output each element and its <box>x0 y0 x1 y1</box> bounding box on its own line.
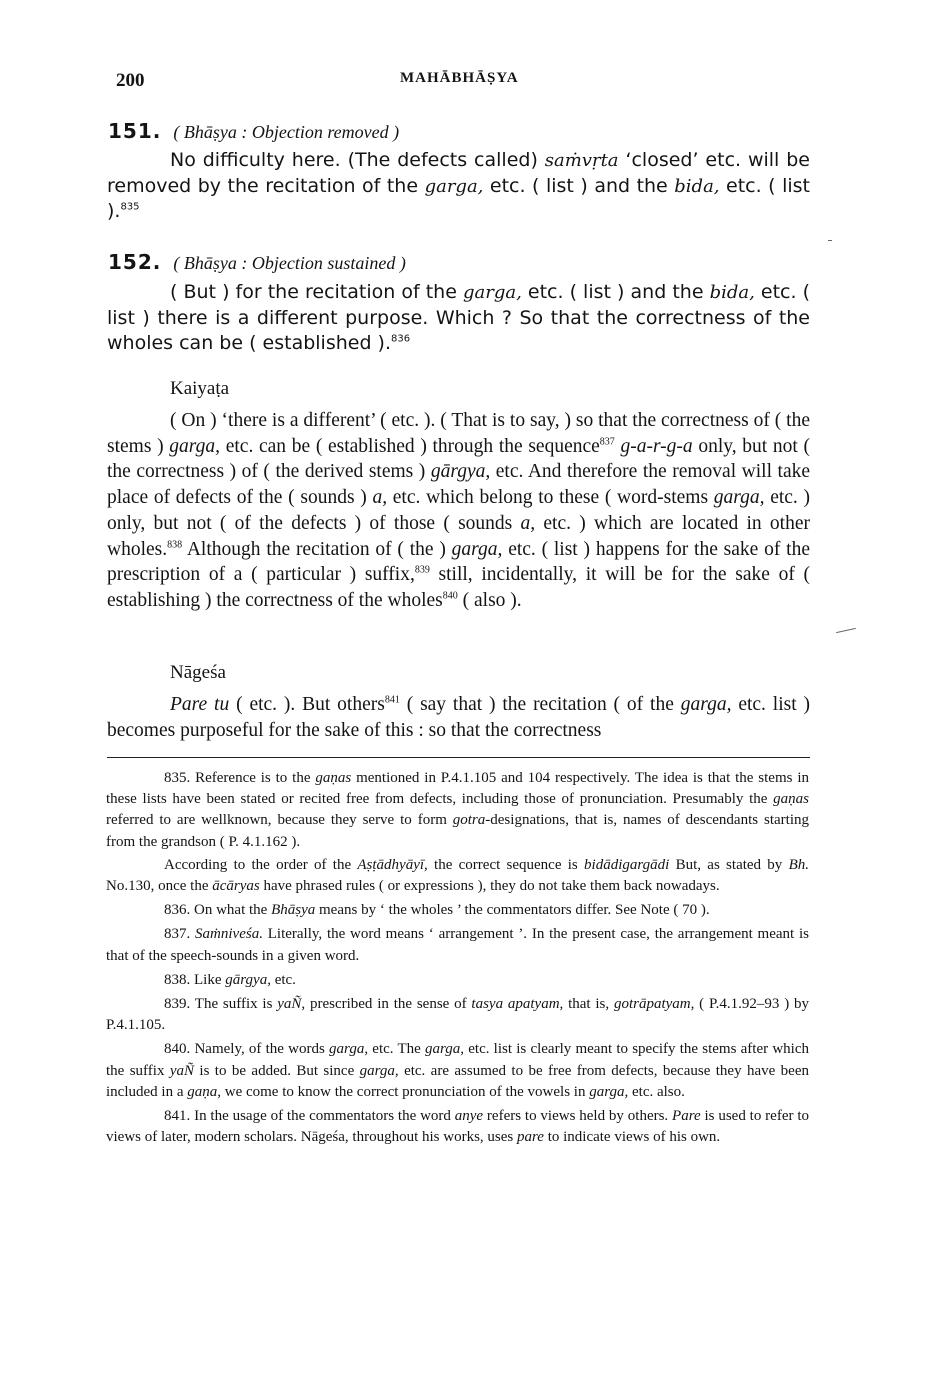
footnote-ref: 841 <box>384 694 400 706</box>
footnotes <box>106 768 809 1151</box>
footnote-836: 836. On what the Bhāṣya means by ‘ the wholes ’ the commentators differ. See Note ( 70 ). <box>164 902 710 919</box>
scan-speck <box>828 240 832 241</box>
footnote-835-continued: According to the order of the Aṣṭādhyāyī, the correct sequence is bidādigargādi But, as stated by Bh. No.130, once the ācāryas have phrased rules ( or expressions ), they do not take them back nowadays. <box>106 856 809 895</box>
footnote-ref: 836 <box>391 333 411 345</box>
footnote-835: 835. Reference is to the gaṇas mentioned in P.4.1.105 and 104 respectively. The idea is that the stems in these lists have been stated or recited free from defects, including those of pronunciation. Presumably the gaṇas referred to are wellknown, because they serve to form gotra-designations, that is, names of descendants starting from the grandson ( P. 4.1.162 ). <box>106 770 809 850</box>
nagesa-heading: Nāgeśa <box>170 662 226 683</box>
footnote-divider <box>107 757 810 758</box>
section-number: 151. <box>108 119 162 143</box>
footnote-841: 841. In the usage of the commentators the word anye refers to views held by others. Pare is used to refer to views of later, modern scholars. Nāgeśa, throughout his works, uses pare to indicate views of his own. <box>106 1108 809 1146</box>
running-title: MAHĀBHĀṢYA <box>400 70 519 86</box>
section-152-heading <box>108 250 406 274</box>
section-151-heading <box>108 119 399 143</box>
section-number: 152. <box>108 250 162 274</box>
footnote-ref: 835 <box>120 201 140 213</box>
footnote-840: 840. Namely, of the words garga, etc. The garga, etc. list is clearly meant to specify the stems after which the suffix yaÑ is to be added. But since garga, etc. are assumed to be free from defects, because they have been included in a gaṇa, we come to know the correct pronunciation of the vowels in garga, etc. also. <box>106 1041 809 1100</box>
section-151-text: No difficulty here. (The defects called) saṁvṛta ‘closed’ etc. will be removed by the recitation of the garga, etc. ( list ) and the bida, etc. ( list ).$^{835}$ <box>107 149 811 222</box>
footnote-ref: 837 <box>599 436 615 448</box>
nagesa-text: Pare tu ( etc. ). But others$^{841}$ ( say that ) the recitation ( of the garga, etc. list ) becomes purposeful for the sake of this : so that the correctness <box>107 694 810 741</box>
page-number: 200 <box>116 70 145 91</box>
kaiyata-heading: Kaiyaṭa <box>170 378 230 399</box>
footnote-838: 838. Like gārgya, etc. <box>164 971 296 988</box>
kaiyata-text: ( On ) ‘there is a different’ ( etc. ). ( That is to say, ) so that the correctness of ( the stems ) garga, etc. can be ( established ) through the sequence$^{837}$ g-a-r-g-a only, but not ( the correctness ) of ( the derived stems ) gārgya, etc. And therefore the removal will take place of defects of the ( sounds ) a, etc. which belong to these ( word-stems garga, etc. ) only, but not ( of the defects ) of those ( sounds a, etc. ) which are located in other wholes.$^{838}$ Although the recitation of ( the ) garga, etc. ( list ) happens for the sake of the prescription of a ( particular ) suffix,$^{839}$ still, incidentally, it will be for the sake of ( establishing ) the correctness of the wholes$^{840}$ ( also ). <box>107 410 811 611</box>
section-label: ( Bhāṣya : Objection removed ) <box>173 122 400 142</box>
section-152-text: ( But ) for the recitation of the garga, etc. ( list ) and the bida, etc. ( list ) there is a different purpose. Which ? So that the correctness of the wholes can be ( established ).$^{836}$ <box>107 281 811 354</box>
scan-speck <box>836 628 856 633</box>
section-label: ( Bhāṣya : Objection sustained ) <box>173 253 406 273</box>
footnote-ref: 840 <box>442 590 458 602</box>
footnote-ref: 839 <box>414 564 430 576</box>
footnote-837: 837. Saṁniveśa. Literally, the word means ‘ arrangement ’. In the present case, the arrangement meant is that of the speech-sounds in a given word. <box>106 926 809 964</box>
footnote-ref: 838 <box>167 539 183 551</box>
footnote-839: 839. The suffix is yaÑ, prescribed in the sense of tasya apatyam, that is, gotrāpatyam, ( P.4.1.92–93 ) by P.4.1.105. <box>106 996 809 1034</box>
